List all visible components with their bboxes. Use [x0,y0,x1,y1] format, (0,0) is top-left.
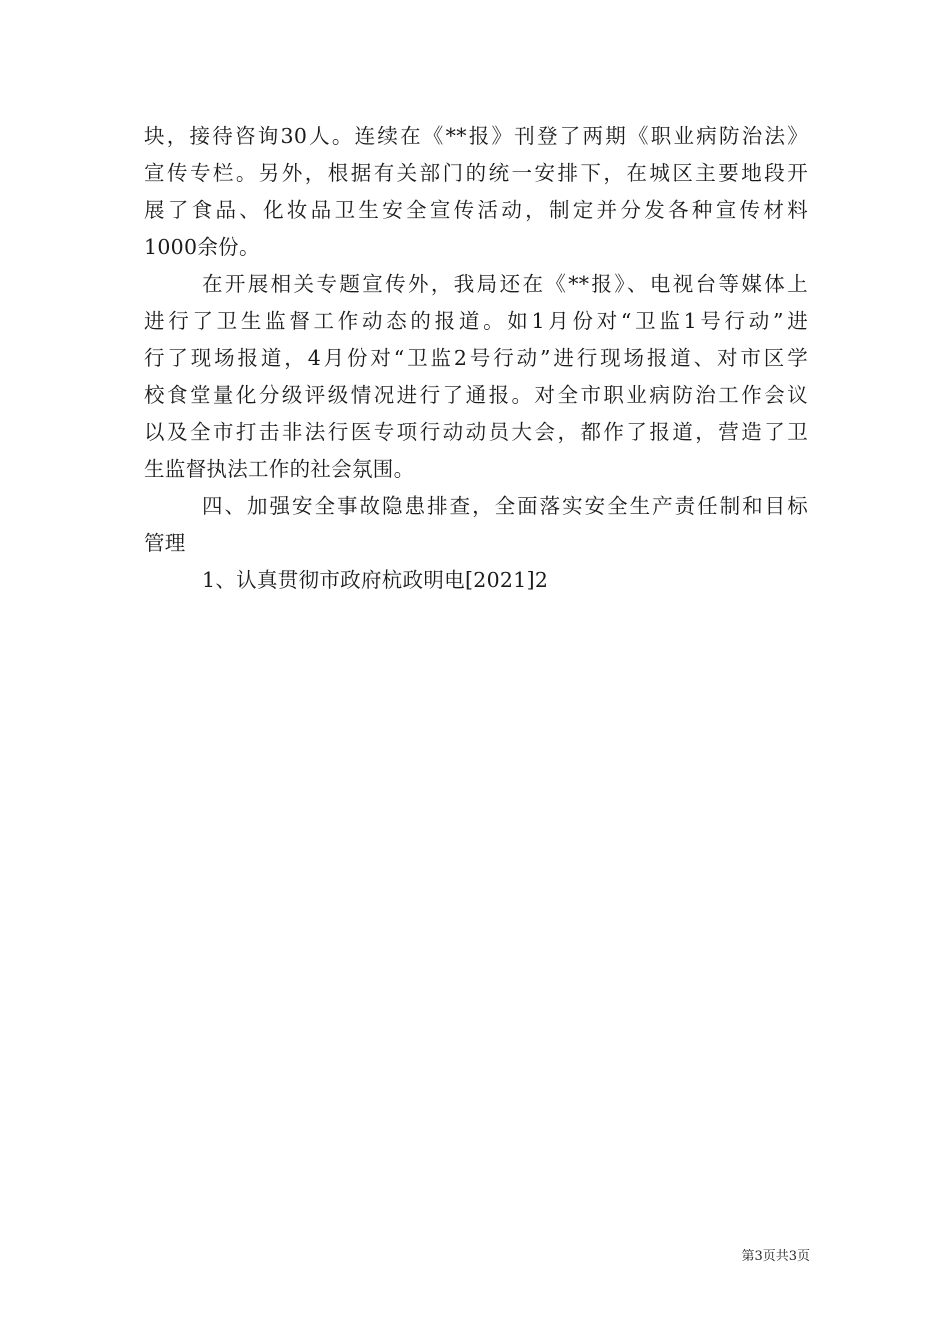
text-line: 管理 [144,531,186,555]
text-line: 生监督执法工作的社会氛围。 [144,457,415,481]
text-line: 行了现场报道，4月份对“卫监2号行动”进行现场报道、对市区学 [144,346,808,370]
text-line: 块，接待咨询30人。连续在《**报》刊登了两期《职业病防治法》 [144,124,808,148]
text-line: 以及全市打击非法行医专项行动动员大会，都作了报道，营造了卫 [144,420,808,444]
text-line: 校食堂量化分级评级情况进行了通报。对全市职业病防治工作会议 [144,383,808,407]
document-body [144,118,808,599]
text-line: 1000余份。 [144,235,260,259]
page-footer: 第3页共3页 [741,1249,810,1264]
text-line: 1、认真贯彻市政府杭政明电[2021]2 [202,568,549,592]
text-line: 四、加强安全事故隐患排查，全面落实安全生产责任制和目标 [202,494,808,518]
text-line: 在开展相关专题宣传外，我局还在《**报》、电视台等媒体上 [202,272,808,296]
text-line: 进行了卫生监督工作动态的报道。如1月份对“卫监1号行动”进 [144,309,808,333]
text-line: 展了食品、化妆品卫生安全宣传活动，制定并分发各种宣传材料 [144,198,808,222]
text-line: 宣传专栏。另外，根据有关部门的统一安排下，在城区主要地段开 [144,161,808,185]
